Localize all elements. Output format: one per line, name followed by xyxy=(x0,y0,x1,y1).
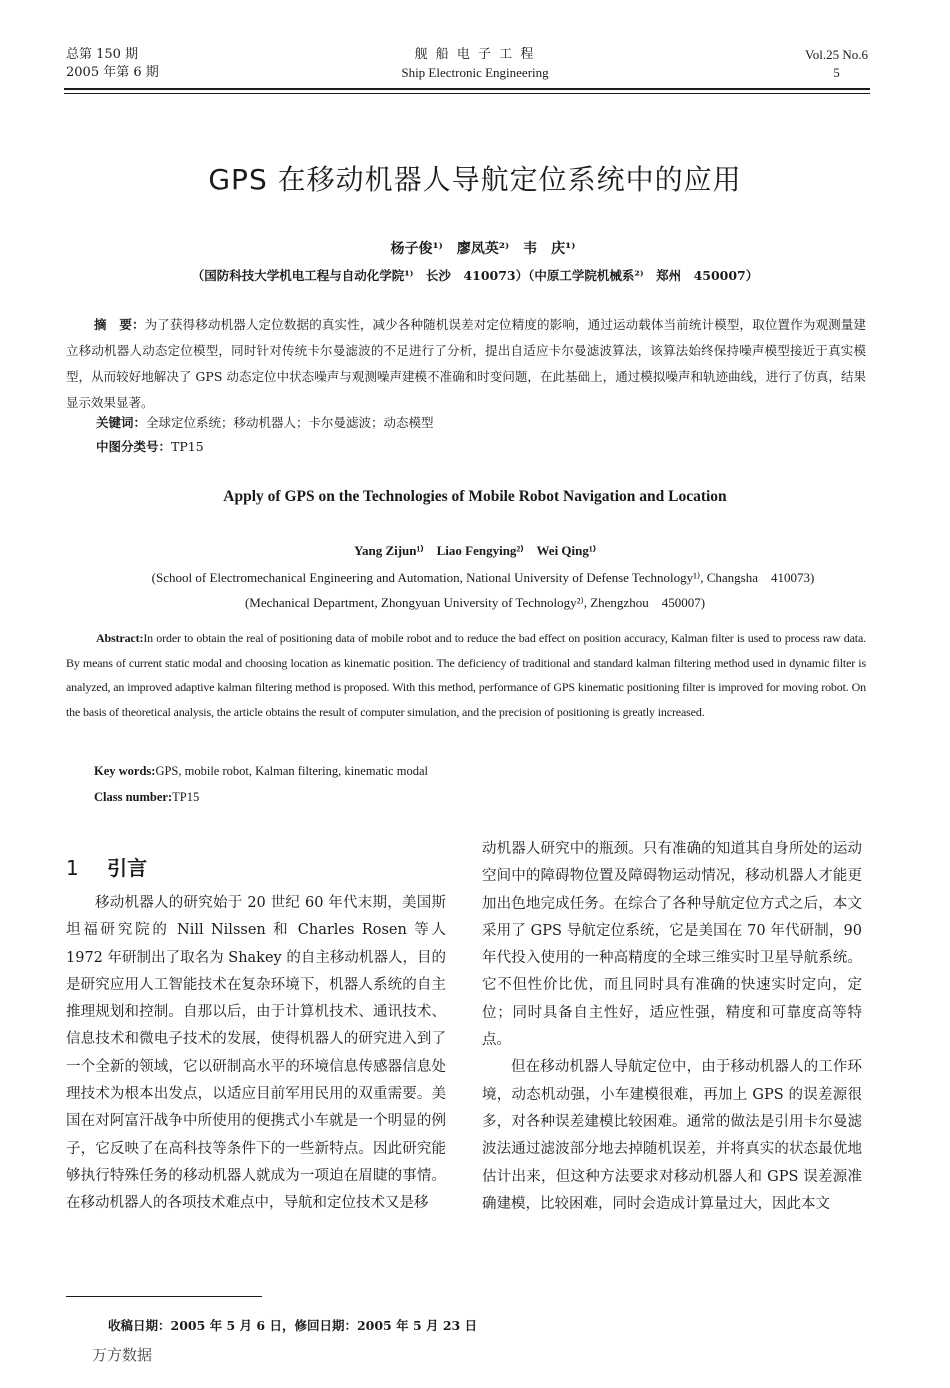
class-en-label: Class number: xyxy=(94,790,173,804)
class-cn-text: TP15 xyxy=(171,439,204,454)
left-column xyxy=(66,890,446,1218)
journal-name-cn: 舰 船 电 子 工 程 xyxy=(414,47,536,62)
keywords-cn xyxy=(96,410,434,436)
paragraph-intro-1: 移动机器人的研究始于 20 世纪 60 年代末期，美国斯坦福研究院的 Nill Nilssen 和 Charles Rosen 等人 1972 年研制出了取名为 Shakey 的自主移动机器人，目的是研究应用人工智能技术在复杂环境下，机器人系统的自主推理规划和控制。自那以后，由于计算机技术、通讯技术、信息技术和微电子技术的发展，使得机器人的研究进入到了一个全新的领域，它以研制高水平的环境信息传感器信息处理技术为根本出发点，以适应目前军用民用的双重需要。美国在对阿富汗战争中所使用的便携式小车就是一个明显的例子，它反映了在高科技等条件下的一些新特点。因此研究能够执行特殊任务的移动机器人就成为一项迫在眉睫的事情。在移动机器人的各项技术难点中，导航和定位技术又是移 xyxy=(66,895,446,1212)
keywords-en-text: GPS, mobile robot, Kalman filtering, kinematic modal xyxy=(155,764,428,778)
abstract-en-text: In order to obtain the real of positioning data of mobile robot and to reduce the bad effect on position accuracy, Kalman filter is used to process raw data. By means of current static modal and choosing location as kinematic position. The deficiency of traditional and standard kalman filtering method used in dynamic filter is analyzed, an improved adaptive kalman filtering method is proposed. With this method, performance of GPS kinematic positioning filter is improved for moving robot. On the basis of theoretical analysis, the article obtains the result of computer simulation, and the precision of positioning is greatly increased. xyxy=(66,631,866,719)
paragraph-intro-2: 但在移动机器人导航定位中，由于移动机器人的工作环境，动态机动强，小车建模很难，再加上 GPS 的误差源很多，对各种误差建模比较困难。通常的做法是引用卡尔曼滤波法通过滤波部分地去掉随机误差，并将真实的状态最优地估计出来，但这种方法要求对移动机器人和 GPS 误差源准确建模，比较困难，同时会造成计算量过大，因此本文 xyxy=(482,1059,862,1212)
abstract-en xyxy=(66,626,866,724)
affiliation-cn: （国防科技大学机电工程与自动化学院¹⁾ 长沙 410073）（中原工学院机械系²⁾ 郑州 450007） xyxy=(191,268,759,283)
affiliation-en-2: (Mechanical Department, Zhongyuan University of Technology²⁾, Zhengzhou 450007) xyxy=(244,595,706,610)
section-heading xyxy=(66,852,147,881)
section-number: 1 xyxy=(66,856,79,880)
keywords-en xyxy=(94,764,428,779)
header-rule-thin xyxy=(64,93,870,94)
issue-year: 2005 年第 6 期 xyxy=(66,65,159,80)
abstract-en-label: Abstract: xyxy=(96,631,144,645)
section-title: 引言 xyxy=(107,856,148,880)
authors-cn: 杨子俊¹⁾ 廖凤英²⁾ 韦 庆¹⁾ xyxy=(390,241,576,257)
paper-title-cn: GPS 在移动机器人导航定位系统中的应用 xyxy=(208,163,742,196)
journal-name-en: Ship Electronic Engineering xyxy=(401,65,549,80)
volume-number: Vol.25 No.6 xyxy=(805,47,868,62)
issue-total: 总第 150 期 xyxy=(66,47,139,62)
abstract-cn-label: 摘 要： xyxy=(94,317,145,332)
header-right xyxy=(805,46,868,82)
footnote-rule xyxy=(66,1296,262,1297)
right-column xyxy=(482,836,862,1218)
affiliation-en-1: (School of Electromechanical Engineering and Automation, National University of Defense Technology¹⁾, Changsha 410073) xyxy=(151,570,815,585)
watermark-text: 万方数据 xyxy=(92,1346,153,1364)
abstract-cn-text: 为了获得移动机器人定位数据的真实性，减少各种随机误差对定位精度的影响，通过运动载体当前统计模型，取位置作为观测量建立移动机器人动态定位模型，同时针对传统卡尔曼滤波的不足进行了分析，提出自适应卡尔曼滤波算法，该算法始终保持噪声模型接近于真实模型，从而较好地解决了 GPS 动态定位中状态噪声与观测噪声建模不准确和时变问题，在此基础上，通过模拟噪声和轨迹曲线，进行了仿真，结果显示效果显著。 xyxy=(66,317,866,410)
header-rule-thick xyxy=(64,88,870,90)
authors-en: Yang Zijun¹⁾ Liao Fengying²⁾ Wei Qing¹⁾ xyxy=(354,543,596,558)
paper-title-en: Apply of GPS on the Technologies of Mobile Robot Navigation and Location xyxy=(223,488,727,505)
class-number-en xyxy=(94,790,199,805)
keywords-en-label: Key words: xyxy=(94,764,156,778)
received-date-footnote: 收稿日期：2005 年 5 月 6 日，修回日期：2005 年 5 月 23 日 xyxy=(108,1318,478,1333)
class-en-text: TP15 xyxy=(172,790,200,804)
paragraph-intro-1-continued: 动机器人研究中的瓶颈。只有准确的知道其自身所处的运动空间中的障碍物位置及障碍物运动情况，移动机器人才能更加出色地完成任务。在综合了各种导航定位方式之后，本文采用了 GPS 导航定位系统，它是美国在 70 年代研制，90 年代投入使用的一种高精度的全球三维实时卫星导航系统。它不但性价比优，而且同时具有准确的快速实时定向，定位；同时具备自主性好，适应性强，精度和可靠度高等特点。 xyxy=(482,841,862,1049)
keywords-cn-text: 全球定位系统；移动机器人；卡尔曼滤波；动态模型 xyxy=(146,415,434,430)
page-number: 5 xyxy=(833,65,840,80)
class-number-cn xyxy=(96,434,204,460)
class-cn-label: 中图分类号： xyxy=(96,439,172,454)
abstract-cn xyxy=(66,312,866,416)
keywords-cn-label: 关键词： xyxy=(96,415,147,430)
